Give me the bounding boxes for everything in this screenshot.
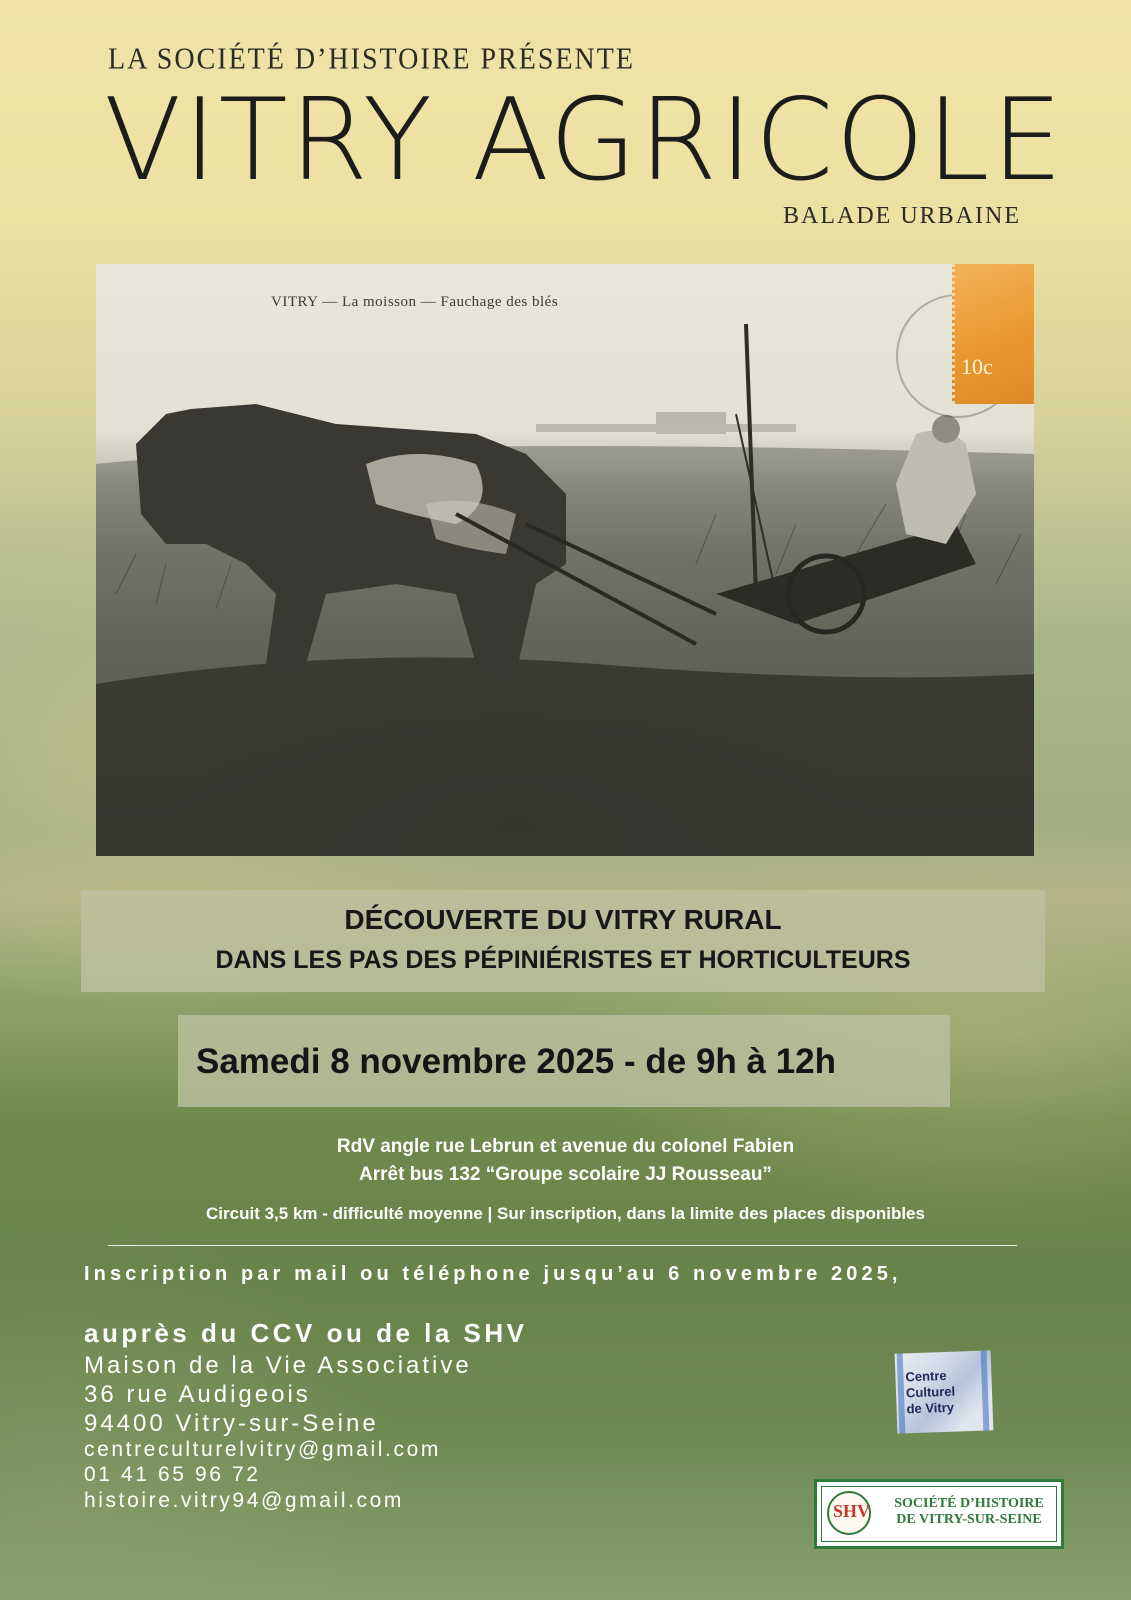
- contact-heading: auprès du CCV ou de la SHV: [84, 1318, 528, 1348]
- bus-stop: Arrêt bus 132 “Groupe scolaire JJ Rousseau”: [359, 1164, 772, 1185]
- shv-emblem-icon: [827, 1491, 871, 1535]
- shv-initials: SHV: [833, 1501, 871, 1521]
- divider-line: [108, 1245, 1017, 1246]
- shv-logo-text: [881, 1496, 1057, 1528]
- harvest-scene-illustration: [96, 264, 1034, 856]
- date-banner: [178, 1015, 950, 1107]
- ccv-logo: [895, 1350, 994, 1433]
- phone-number[interactable]: 01 41 65 96 72: [84, 1463, 261, 1486]
- intro-banner: [81, 890, 1045, 992]
- meeting-point: RdV angle rue Lebrun et avenue du colonel Fabien: [336, 1136, 795, 1157]
- shv-logo-line-2: DE VITRY-SUR-SEINE: [896, 1512, 1042, 1527]
- ccv-logo-text: [905, 1368, 956, 1418]
- event-date-time: Samedi 8 novembre 2025 - de 9h à 12h: [196, 1042, 837, 1081]
- presenter-line: LA SOCIÉTÉ D’HISTOIRE PRÉSENTE: [108, 42, 635, 77]
- address-line-1: Maison de la Vie Associative: [84, 1352, 472, 1379]
- address-line-2: 36 rue Audigeois: [84, 1381, 311, 1408]
- postcard-caption: VITRY — La moisson — Fauchage des blés: [271, 294, 559, 310]
- poster-title: VITRY AGRICOLE: [104, 74, 1065, 206]
- logo-stripe: [981, 1350, 990, 1430]
- shv-email[interactable]: histoire.vitry94@gmail.com: [84, 1489, 404, 1512]
- logo-stripe: [897, 1353, 906, 1433]
- poster-subtitle: BALADE URBAINE: [783, 203, 1021, 229]
- ccv-logo-line-3: de Vitry: [906, 1399, 955, 1417]
- address-line-3: 94400 Vitry-sur-Seine: [84, 1410, 379, 1437]
- ccv-logo-line-1: Centre: [905, 1367, 947, 1385]
- shv-logo-line-1: SOCIÉTÉ D’HISTOIRE: [894, 1496, 1044, 1511]
- ccv-logo-line-2: Culturel: [905, 1383, 956, 1401]
- ccv-email[interactable]: centreculturelvitry@gmail.com: [84, 1438, 441, 1461]
- stamp-value: 10c: [961, 354, 993, 379]
- intro-line-2: DANS LES PAS DES PÉPINIÉRISTES ET HORTICULTEURS: [215, 946, 911, 974]
- intro-line-1: DÉCOUVERTE DU VITRY RURAL: [344, 904, 782, 935]
- shv-logo: [814, 1479, 1064, 1549]
- registration-note: Inscription par mail ou téléphone jusqu’au 6 novembre 2025,: [84, 1263, 902, 1285]
- historic-postcard-photo: [96, 264, 1034, 856]
- postage-stamp: [952, 264, 1034, 404]
- circuit-details: Circuit 3,5 km - difficulté moyenne | Sur inscription, dans la limite des places disponibles: [206, 1204, 925, 1223]
